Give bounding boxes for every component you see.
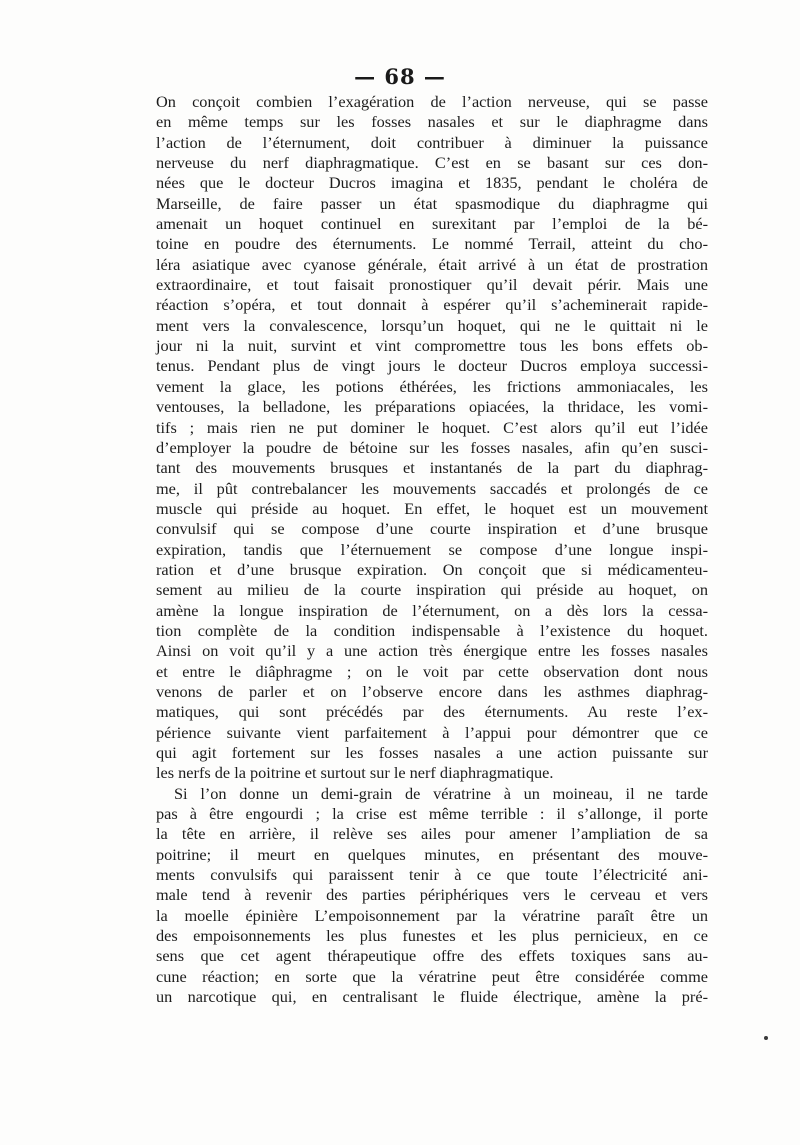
paragraph	[156, 784, 708, 1008]
text-line: On conçoit combien l’exagération de l’action nerveuse, qui se passe	[156, 92, 708, 111]
text-line: un narcotique qui, en centralisant le fluide électrique, amène la pré-	[156, 987, 708, 1007]
text-line: muscle qui préside au hoquet. En effet, le hoquet est un mouvement	[156, 498, 708, 518]
text-line: Marseille, de faire passer un état spasmodique du diaphragme qui	[156, 193, 708, 213]
text-line: matiques, qui sont précédés par des éternuments. Au reste l’ex-	[156, 702, 708, 722]
text-line: ment vers la convalescence, lorsqu’un hoquet, qui ne le quittait ni le	[156, 315, 708, 335]
text-line: l’action de l’éternument, doit contribuer à diminuer la puissance	[156, 132, 708, 152]
text-line: ments convulsifs qui paraissent tenir à ce que toute l’électricité ani-	[156, 865, 708, 885]
text-line: Ainsi on voit qu’il y a une action très énergique entre les fosses nasales	[156, 641, 708, 661]
text-line: périence suivante vient parfaitement à l’appui pour démontrer que ce	[156, 722, 708, 742]
body-text	[156, 92, 708, 1007]
text-line: Si l’on donne un demi-grain de vératrine à un moineau, il ne tarde	[174, 783, 708, 803]
text-line: convulsif qui se compose d’une courte inspiration et d’une brusque	[156, 519, 708, 539]
text-line: tenus. Pendant plus de vingt jours le docteur Ducros employa successi-	[156, 356, 708, 376]
text-line: extraordinaire, et tout faisait pronostiquer qu’il devait périr. Mais une	[156, 275, 708, 295]
text-line: tant des mouvements brusques et instantanés de la part du diaphrag-	[156, 458, 708, 478]
page-number: — 68 —	[354, 64, 446, 89]
text-line: me, il pût contrebalancer les mouvements saccadés et prolongés de ce	[156, 478, 708, 498]
text-line: sens que cet agent thérapeutique offre des effets toxiques sans au-	[156, 946, 708, 966]
text-line: ration et d’une brusque expiration. On conçoit que si médicamenteu-	[156, 559, 708, 579]
text-line: tifs ; mais rien ne put dominer le hoquet. C’est alors qu’il eut l’idée	[156, 417, 708, 437]
text-line: tion complète de la condition indispensable à l’existence du hoquet.	[156, 620, 708, 640]
text-line: ventouses, la belladone, les préparations opiacées, la thridace, les vomi-	[156, 397, 708, 417]
text-line: expiration, tandis que l’éternuement se compose d’une longue inspi-	[156, 539, 708, 559]
text-line: toine en poudre des éternuments. Le nommé Terrail, atteint du cho-	[156, 234, 708, 254]
text-line: cune réaction; en sorte que la vératrine peut être considérée comme	[156, 966, 708, 986]
text-line: nées que le docteur Ducros imagina et 1835, pendant le choléra de	[156, 173, 708, 193]
text-line: des empoisonnements les plus funestes et les plus pernicieux, en ce	[156, 926, 708, 946]
text-line: en même temps sur les fosses nasales et sur le diaphragme dans	[156, 112, 708, 132]
text-line: et entre le diâphragme ; on le voit par cette observation dont nous	[156, 661, 708, 681]
text-line: la tête en arrière, il relève ses ailes pour amener l’ampliation de sa	[156, 824, 708, 844]
text-line: venons de parler et on l’observe encore dans les asthmes diaphrag-	[156, 681, 708, 701]
text-line: sement au milieu de la courte inspiration qui préside au hoquet, on	[156, 580, 708, 600]
text-line: poitrine; il meurt en quelques minutes, en présentant des mouve-	[156, 844, 708, 864]
text-line: léra asiatique avec cyanose générale, était arrivé à un état de prostration	[156, 254, 708, 274]
text-line: nerveuse du nerf diaphragmatique. C’est en se basant sur ces don-	[156, 153, 708, 173]
paragraph	[156, 92, 708, 784]
text-line: d’employer la poudre de bétoine sur les fosses nasales, afin qu’en susci-	[156, 437, 708, 457]
text-line: male tend à revenir des parties périphériques vers le cerveau et vers	[156, 885, 708, 905]
text-line: amène la longue inspiration de l’éternument, on a dès lors la cessa-	[156, 600, 708, 620]
text-line: pas à être engourdi ; la crise est même terrible : il s’allonge, il porte	[156, 804, 708, 824]
text-line: les nerfs de la poitrine et surtout sur le nerf diaphragmatique.	[156, 763, 554, 783]
text-line: la moelle épinière L’empoisonnement par la vératrine paraît être un	[156, 905, 708, 925]
text-line: vement la glace, les potions éthérées, les frictions ammoniacales, les	[156, 376, 708, 396]
text-line: amenait un hoquet continuel en surexitant par l’emploi de la bé-	[156, 214, 708, 234]
text-line: réaction s’opéra, et tout donnait à espérer qu’il s’acheminerait rapide-	[156, 295, 708, 315]
ink-speck	[764, 1036, 768, 1040]
text-line: qui agit fortement sur les fosses nasales a une action puissante sur	[156, 743, 708, 762]
text-line: jour ni la nuit, survint et vint compromettre tous les bons effets ob-	[156, 336, 708, 356]
